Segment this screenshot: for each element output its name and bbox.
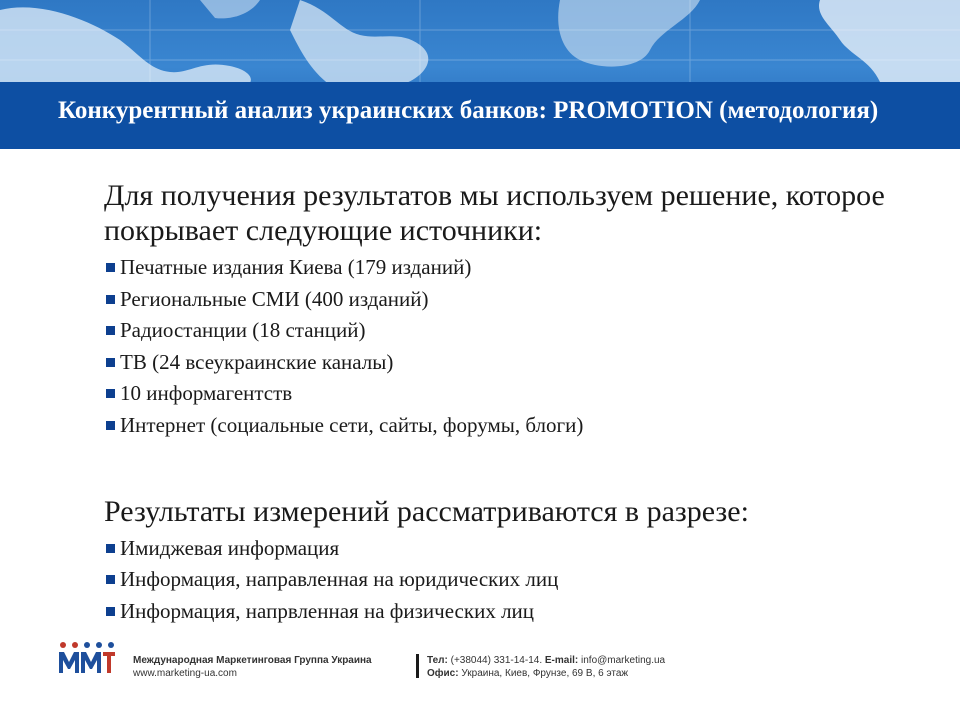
list-item: Информация, направленная на юридических лиц — [104, 564, 924, 596]
square-bullet-icon — [106, 326, 115, 335]
section-heading-results: Результаты измерений рассматриваются в разрезе: — [104, 494, 749, 528]
square-bullet-icon — [106, 389, 115, 398]
page-title: Конкурентный анализ украинских банков: PROMOTION (методология) — [58, 97, 879, 124]
square-bullet-icon — [106, 544, 115, 553]
phone-number: (+38044) 331-14-14. — [450, 655, 543, 666]
square-bullet-icon — [106, 575, 115, 584]
mmg-logo — [58, 640, 116, 676]
square-bullet-icon — [106, 263, 115, 272]
sources-list — [104, 252, 924, 442]
list-item: Информация, напрвленная на физических лиц — [104, 596, 924, 628]
office-address: Украина, Киев, Фрунзе, 69 В, 6 этаж — [461, 668, 629, 679]
email-link[interactable]: info@marketing.ua — [581, 655, 666, 666]
section-heading-sources: Для получения результатов мы используем решение, которое покрывает следующие источники: — [104, 179, 885, 247]
slide-content — [104, 178, 924, 627]
square-bullet-icon — [106, 421, 115, 430]
contact-line-phone: Тел: (+38044) 331-14-14. E-mail: info@marketing.ua — [427, 655, 666, 666]
square-bullet-icon — [106, 607, 115, 616]
footer — [0, 640, 960, 700]
website-link[interactable]: www.marketing-ua.com — [133, 668, 237, 679]
org-info — [133, 654, 372, 680]
results-list — [104, 533, 924, 628]
results-section — [104, 494, 924, 628]
list-item: Имиджевая информация — [104, 533, 924, 565]
org-name: Международная Маркетинговая Группа Украина — [133, 655, 372, 666]
square-bullet-icon — [106, 295, 115, 304]
square-bullet-icon — [106, 358, 115, 367]
list-item: Интернет (социальные сети, сайты, форумы, блоги) — [104, 410, 924, 442]
footer-divider — [416, 654, 419, 678]
list-item: ТВ (24 всеукраинские каналы) — [104, 347, 924, 379]
list-item: Радиостанции (18 станций) — [104, 315, 924, 347]
list-item: Печатные издания Киева (179 изданий) — [104, 252, 924, 284]
list-item: Региональные СМИ (400 изданий) — [104, 284, 924, 316]
contact-line-office: Офис: Украина, Киев, Фрунзе, 69 В, 6 этаж — [427, 668, 629, 679]
list-item: 10 информагентств — [104, 378, 924, 410]
contact-info — [427, 654, 665, 680]
